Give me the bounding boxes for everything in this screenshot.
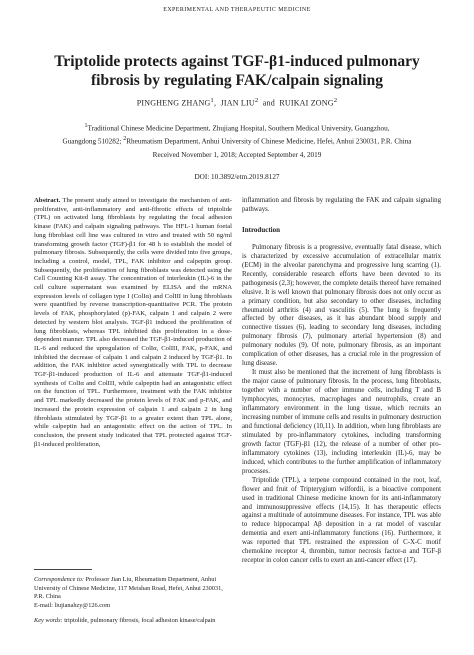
author-affiliation-mark: 2 [333, 97, 338, 104]
author-affiliation-mark: 1 [210, 97, 214, 104]
left-column [34, 197, 232, 449]
intro-paragraph-3: Triptolide (TPL), a terpene compound contained in the root, leaf, flower and fruit of Tripterygium wilfordii, is a bioactive component used in traditional Chinese medicine known for its anti-inflammatory and immunosuppressive effects (14,15). It has therapeutic effects against a multitude of autoimmune diseases. For instance, TPL was able to reduce hippocampal Aβ deposition in a rat model of vascular dementia and exert anti-inflammatory functions (16). Furthermore, it was reported that TPL restrained the expression of C-X-C motif chemokine receptor 4, thrombin, tumor necrosis factor-α and TGF-β receptor in colon cancer cells to exert an anti-cancer effect (17). [242, 476, 441, 565]
affiliation-mark: 2 [123, 136, 127, 143]
affiliation-1-cont: Guangdong 510282; [62, 137, 124, 146]
affiliation-1: Traditional Chinese Medicine Department, Zhujiang Hospital, Southern Medical University, Guangzhou, [87, 124, 390, 133]
keywords [34, 617, 232, 626]
right-column [242, 197, 441, 566]
correspondence-footnote [34, 576, 232, 610]
doi: DOI: 10.3892/etm.2019.8127 [194, 173, 280, 181]
correspondence-email: E-mail: liujianahzy@126.com [34, 601, 111, 609]
paper-title [20, 52, 454, 90]
abstract-label: Abstract. [34, 197, 61, 204]
author-name: RUIKAI ZONG [279, 98, 334, 108]
author-name: PINGHENG ZHANG [136, 98, 211, 108]
abstract-text: The present study aimed to investigate the mechanism of anti-proliferative, anti-inflammatory and anti-fibrotic effects of triptolide (TPL) on activated lung fibroblasts by regulating the focal adhesion kinase (FAK) and calpain signaling pathways. The HFL-1 human foetal lung fibroblast cell line was cultured in vitro and treated with 50 ng/ml transforming growth factor (TGF)-β1 for 48 h to establish the model of pulmonary fibrosis. Subsequently, the cells were divided into five groups, including a control, model, TPL, FAK inhibitor and calpeptin group. Subsequently, the proliferation of lung fibroblasts was detected using the Cell Counting Kit-8 assay. The concentration of interleukin (IL)-6 in the cell culture supernatant was examined by ELISA and the mRNA expression levels of collagen type I (ColIα) and ColIII in lung fibroblasts were quantified by reverse transcription-quantitative PCR. The protein levels of FAK, phosphorylated (p)-FAK, calpain 1 and calpain 2 were detected by western blot analysis. TGF-β1 induced the proliferation of lung fibroblasts, whereas TPL inhibited this proliferation in a dose-dependent manner. TPL also decreased the TGF-β1-induced production of IL-6 and reduced the upregulation of ColIα, ColIII, FAK, p-FAK, and inhibited the decrease of calpain 1 and calpain 2 induced by TGF-β1. In addition, the FAK inhibitor acted synergistically with TPL to decrease TGF-β1-induced production of IL-6 and attenuate TGF-β1-induced synthesis of ColIα and ColIII, while calpeptin had an antagonistic effect on the function of TPL. Furthermore, treatment with the FAK inhibitor and TPL markedly decreased the protein levels of FAK and p-FAK, and increased the protein expression of calpain 1 and calpain 2 in lung fibroblasts stimulated by TGF-β1 to a greater extent than TPL alone, while calpeptin had an antagonistic effect on the action of TPL. In conclusion, the present study indicated that TPL protected against TGF-β1-induced proliferation, [34, 197, 232, 448]
received-accepted-dates: Received November 1, 2018; Accepted September 4, 2019 [152, 151, 322, 159]
author-affiliation-mark: 2 [254, 97, 259, 104]
correspondence-label: Correspondence to: [34, 576, 84, 583]
author-separator: and [258, 98, 280, 108]
intro-paragraph-1: Pulmonary fibrosis is a progressive, eventually fatal disease, which is characterized by excessive accumulation of extracellular matrix (ECM) in the alveolar parenchyma and progressive lung scarring (1). Recently, considerable research efforts have been devoted to its pathogenesis (2,3); however, the complete details thereof have remained elusive. It is well known that pulmonary fibrosis does not only occur as a primary condition, but also secondary to other diseases, including rheumatoid arthritis (4) and vasculitis (5). The lung is frequently affected by other diseases, as it has abundant blood supply and connective tissues (6), leading to secondary lung diseases, including pulmonary fibrosis (7), pulmonary arterial hypertension (8) and pulmonary nodules (9). Of note, pulmonary fibrosis, as an important complication of other diseases, has a crucial role in the progression of lung disease. [242, 243, 441, 368]
affiliation-mark: 1 [84, 123, 88, 129]
affiliations [25, 121, 449, 148]
author-separator: , [213, 98, 221, 108]
section-heading-introduction: Introduction [242, 225, 280, 234]
author-name: JIAN LIU [220, 98, 255, 108]
author-list [20, 97, 454, 108]
intro-paragraph-2: It must also be mentioned that the increment of lung fibroblasts is the major cause of pulmonary fibrosis. In the process, lung fibroblasts, together with a number of other immune cells, including T and B lymphocytes, monocytes, macrophages and neutrophils, create an inflammatory environment in the lung tissue, which recruits an increasing number of immune cells and results in pulmonary destruction and functional deficiency (10,11). In addition, when lung fibroblasts are stimulated by pro-inflammatory cytokines, including transforming growth factor (TGF)-β1 (12), the release of a number of other pro-inflammatory cytokines (13), including interleukin (IL)-6, may be induced, which contributes to the further amplification of inflammatory processes. [242, 369, 441, 475]
abstract-continuation: inflammation and fibrosis by regulating the FAK and calpain signaling pathways. [242, 197, 441, 213]
correspondence-address: Professor Jian Liu, Rheumatism Department, Anhui University of Chinese Medicine, 117 Meishan Road, Hefei, Anhui 230031, P.R. China [34, 576, 223, 601]
keywords-label: Key words: [34, 617, 63, 624]
title-line-1: Triptolide protects against TGF-β1-induced pulmonary [54, 53, 420, 70]
keywords-text: triptolide, pulmonary fibrosis, focal adhesion kinase/calpain [62, 617, 216, 624]
affiliation-2: Rheumatism Department, Anhui University of Chinese Medicine, Hefei, Anhui 230031, P.R. China [126, 137, 412, 146]
footnote-divider [34, 569, 92, 570]
running-head: EXPERIMENTAL AND THERAPEUTIC MEDICINE [163, 7, 311, 13]
abstract [34, 197, 232, 449]
title-line-2: fibrosis by regulating FAK/calpain signaling [91, 72, 383, 89]
